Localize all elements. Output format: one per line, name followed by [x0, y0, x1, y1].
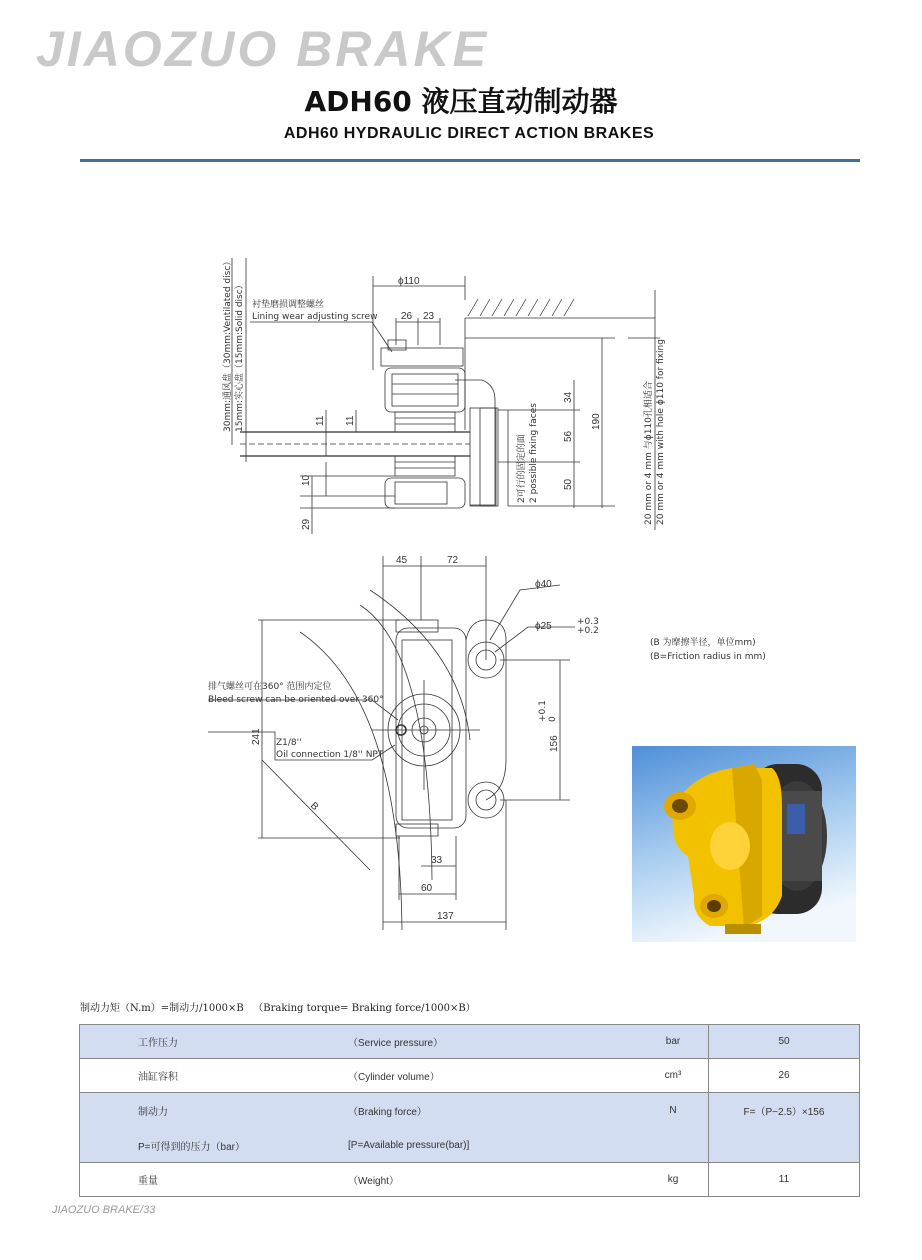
row-unit	[638, 1129, 709, 1163]
dim-11b: 11	[345, 415, 356, 426]
tol2-plus: +0.1	[538, 700, 548, 722]
radius-note-cn: (B 为摩擦半径，单位mm)	[650, 638, 756, 648]
table-row	[80, 1129, 860, 1163]
row-unit: N	[638, 1093, 709, 1129]
dim-137: 137	[437, 911, 454, 922]
dim-34: 34	[563, 391, 574, 403]
oil-label-a: Z1/8''	[276, 738, 302, 748]
bleed-label-en: Bleed screw can be oriented over 360°	[208, 695, 384, 705]
dim-56: 56	[563, 430, 574, 442]
screw-label-cn: 衬垫磨损调整螺丝	[252, 300, 325, 310]
spec-table	[79, 1024, 860, 1197]
disc-label-cn: 30mm:通风盘（30mm:Ventilated disc）	[223, 256, 233, 432]
dim-11a: 11	[315, 415, 326, 426]
dim-60: 60	[421, 883, 433, 894]
row-name-en: （Service pressure）	[348, 1025, 638, 1059]
page-footer: JIAOZUO BRAKE/33	[52, 1204, 156, 1216]
row-unit: bar	[638, 1025, 709, 1059]
row-name-en: （Braking force）	[348, 1093, 638, 1129]
page-title-en: ADH60 HYDRAULIC DIRECT ACTION BRAKES	[283, 125, 655, 142]
dim-33: 33	[431, 855, 443, 866]
hole-label-cn: 20 mm or 4 mm 与ϕ110孔相适合	[644, 381, 654, 525]
dim-241: 241	[251, 728, 262, 745]
faces-label-en: 2 possible fixing faces	[529, 403, 539, 503]
torque-formula: 制动力矩（N.m）=制动力/1000×B （Braking torque= Braking force/1000×B）	[80, 1003, 476, 1014]
table-row	[80, 1163, 860, 1197]
row-name-en: [P=Available pressure(bar)]	[348, 1129, 638, 1163]
dim-29: 29	[301, 518, 312, 530]
row-unit: kg	[638, 1163, 709, 1197]
product-photo	[632, 746, 856, 942]
row-value: 11	[709, 1163, 860, 1197]
disc-label-en: 15mm:实心盘（15mm:Solid disc）	[235, 280, 245, 432]
row-name-en: （Cylinder volume）	[348, 1059, 638, 1093]
dim-phi25: ϕ25	[535, 621, 552, 632]
faces-label-cn: 2可行的固定的面	[517, 434, 527, 503]
dim-10: 10	[301, 474, 312, 486]
row-name: 油缸容积	[80, 1059, 349, 1093]
row-value: 26	[709, 1059, 860, 1093]
bleed-label-cn: 排气螺丝可在360° 范围内定位	[208, 682, 332, 692]
radius-note-en: (B=Friction radius in mm)	[650, 652, 766, 662]
row-value	[709, 1129, 860, 1163]
dim-190: 190	[591, 413, 602, 430]
row-value: F=（P−2.5）×156	[709, 1093, 860, 1129]
table-row	[80, 1093, 860, 1129]
dim-156: 156	[549, 735, 560, 752]
row-value: 50	[709, 1025, 860, 1059]
row-name: 重量	[80, 1163, 349, 1197]
hole-label-en: 20 mm or 4 mm with hole ϕ110 for fixing	[656, 339, 666, 525]
row-name: 工作压力	[80, 1025, 349, 1059]
tol-plus: +0.3	[577, 617, 599, 627]
screw-label-en: Lining wear adjusting screw	[252, 312, 378, 322]
radius-b-label: B	[307, 800, 321, 813]
dim-72: 72	[447, 555, 459, 566]
row-name-en: （Weight）	[348, 1163, 638, 1197]
dim-23: 23	[423, 311, 435, 322]
row-name: 制动力	[80, 1093, 349, 1129]
oil-label-b: Oil connection 1/8'' NPT	[276, 750, 384, 760]
dim-26: 26	[401, 311, 413, 322]
dim-45: 45	[396, 555, 408, 566]
tol2-minus: 0	[548, 716, 558, 722]
table-row	[80, 1059, 860, 1093]
tol-minus: +0.2	[577, 626, 599, 636]
dim-50: 50	[563, 478, 574, 490]
row-name: P=可得到的压力（bar）	[80, 1129, 349, 1163]
table-row	[80, 1025, 860, 1059]
dim-phi40: ϕ40	[535, 579, 552, 590]
row-unit: cm³	[638, 1059, 709, 1093]
brand-watermark: JIAOZUO BRAKE	[36, 21, 489, 77]
page-title-cn: ADH60 液压直动制动器	[304, 85, 618, 118]
dim-phi110: ϕ110	[398, 276, 420, 287]
